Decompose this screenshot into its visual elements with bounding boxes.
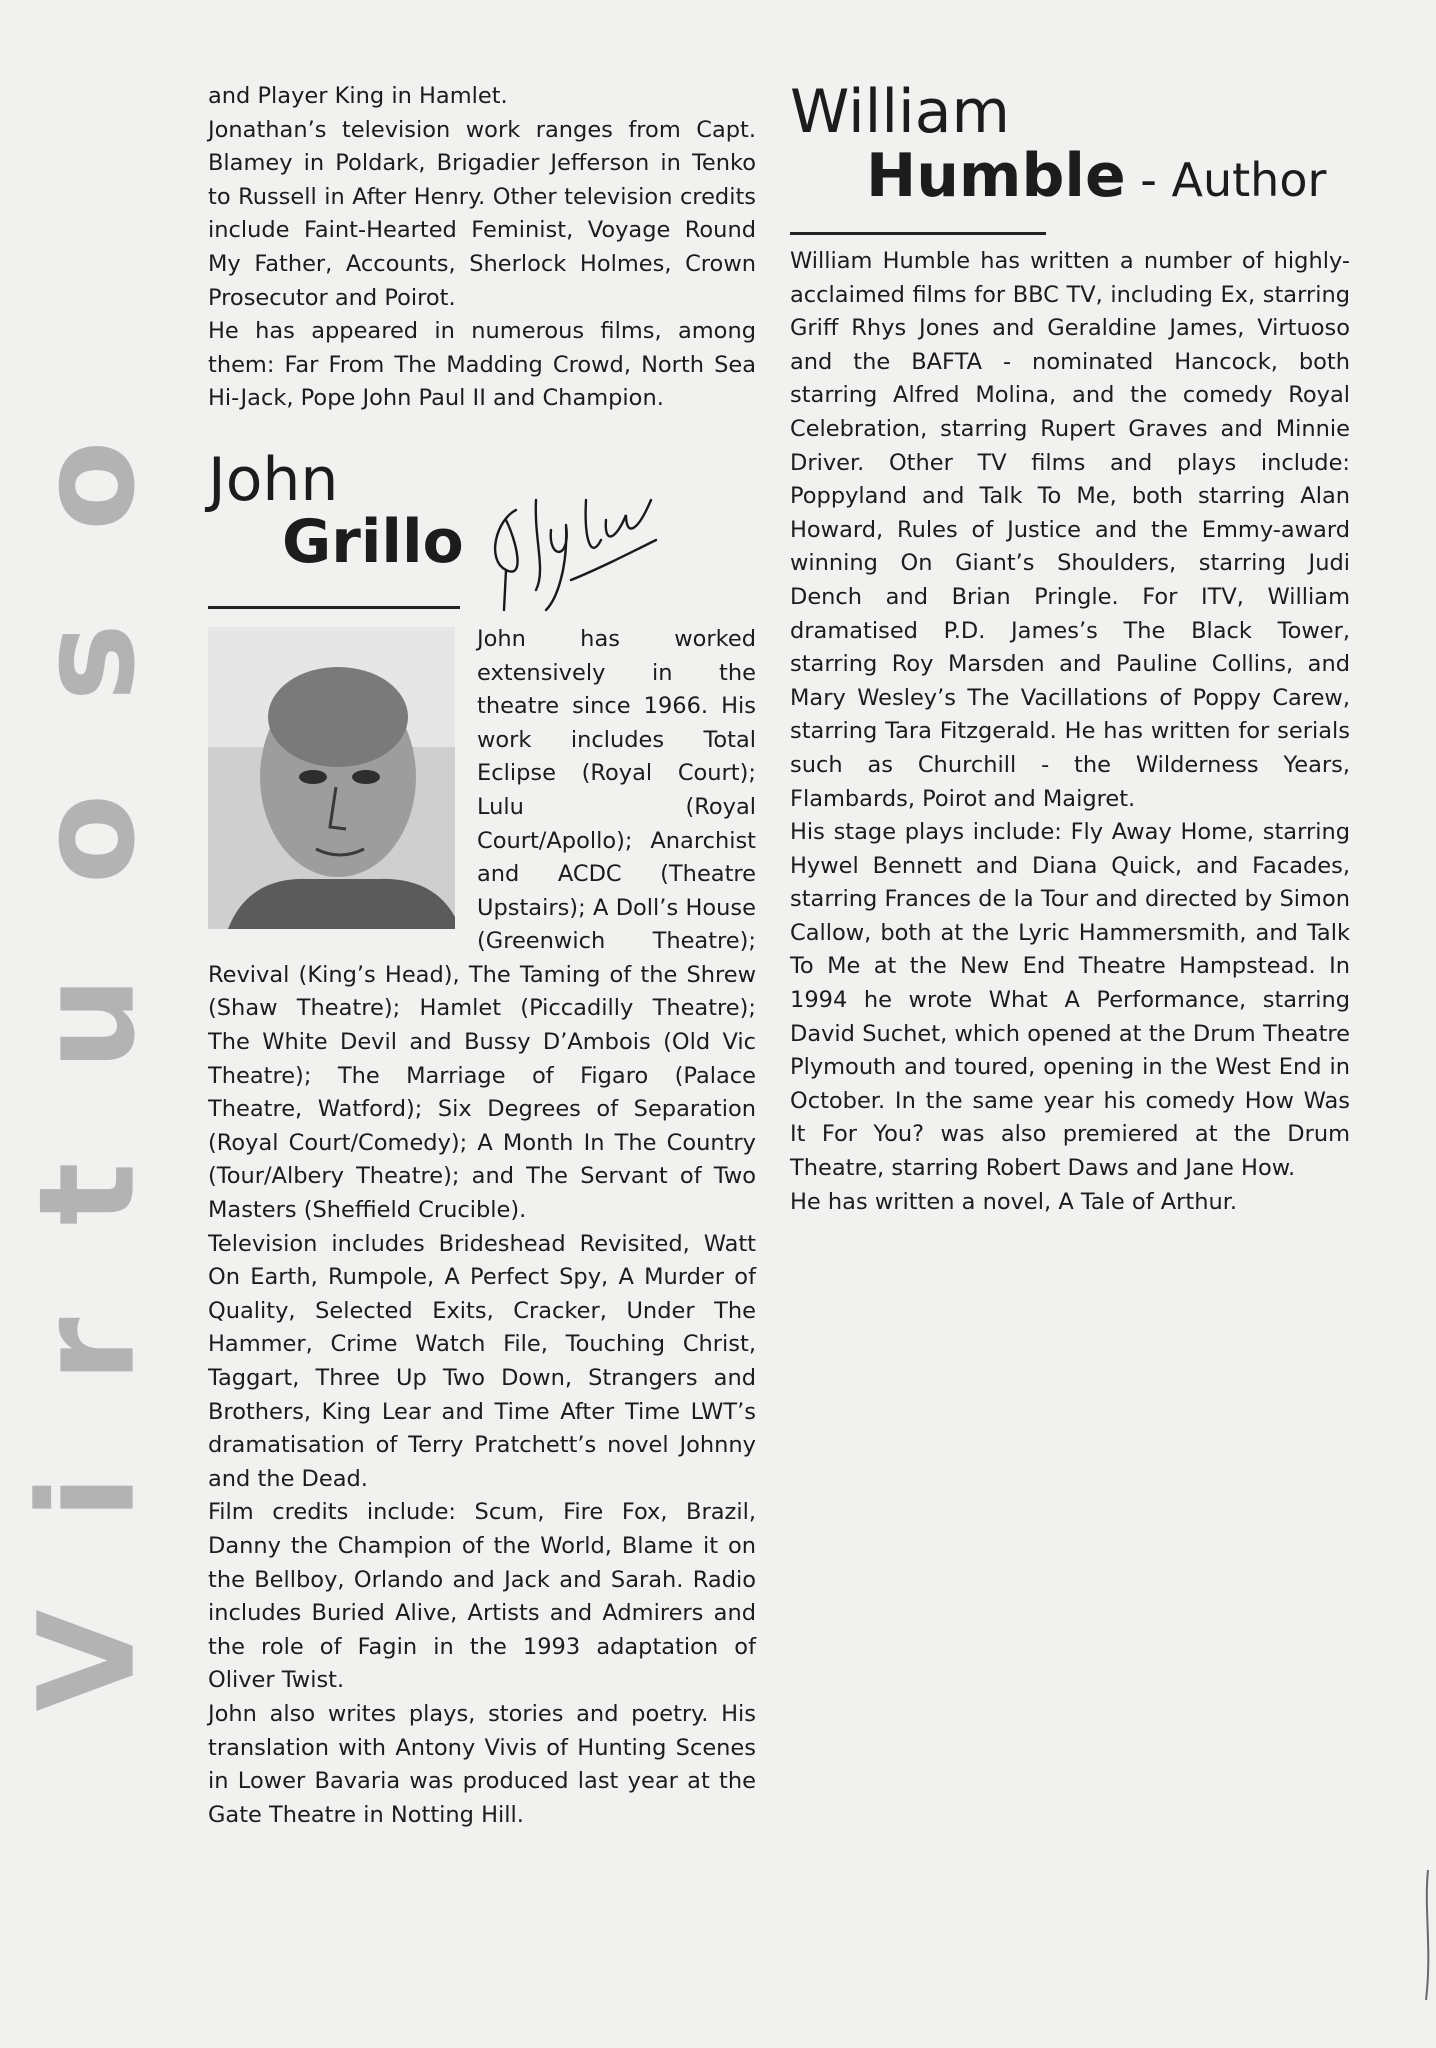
side-title [11, 80, 166, 1980]
left-column [208, 80, 756, 1832]
humble-last-name: Humble [866, 141, 1126, 211]
humble-first-name: William [790, 77, 1010, 147]
grillo-first-name: John [208, 444, 339, 515]
humble-name-line [866, 141, 1350, 211]
grillo-theatre-bio: John has worked extensively in the theatre since 1966. His work includes Total Eclipse (Royal Court); Lulu (Royal Court/Apollo); Anarchist and ACDC (Theatre Upstairs); A Doll’s House (Greenwich Theatre); Revival (King’s Head), The Taming of the Shrew (Shaw Theatre); Hamlet (Piccadilly Theatre); The White Devil and Bussy D’Ambois (Old Vic Theatre); The Marriage of Figaro (Palace Theatre, Watford); Six Degrees of Separation (Royal Court/Comedy); A Month In The Country (Tour/Albery Theatre); and The Servant of Two Masters (Sheffield Crucible). [208, 625, 756, 1224]
grillo-film-bio: Film credits include: Scum, Fire Fox, Brazil, Danny the Champion of the World, Blame it on the Bellboy, Orlando and Jack and Sarah. Radio includes Buried Alive, Artists and Admirers and the role of Fagin in the 1993 adaptation of Oliver Twist. [208, 1499, 756, 1694]
side-title-text: Virtuoso [11, 348, 166, 1712]
grillo-photo [208, 627, 455, 929]
portrait-image [208, 627, 455, 929]
paper-edge-mark [1396, 1860, 1436, 2010]
humble-role: - Author [1125, 153, 1327, 207]
humble-novel-bio: He has written a novel, A Tale of Arthur. [790, 1188, 1238, 1215]
intro-paragraph-1: and Player King in Hamlet. [208, 83, 508, 109]
humble-stage-bio: His stage plays include: Fly Away Home, starring Hywel Bennett and Diana Quick, and Facades, starring Frances de la Tour and directed by Simon Callow, both at the Lyric Hammersmith, and Talk To Me at the New End Theatre Hampstead. In 1994 he wrote What A Performance, starring David Suchet, which opened at the Drum Theatre Plymouth and toured, opening in the West End in October. In the same year his comedy How Was It For You? was also premiered at the Drum Theatre, starring Robert Daws and Jane How. [790, 819, 1350, 1182]
intro-paragraph-3: He has appeared in numerous films, among them: Far From The Madding Crowd, North Sea Hi-Jack, Pope John Paul II and Champion. [208, 318, 756, 412]
right-column [790, 77, 1350, 1219]
grillo-tv-bio: Television includes Brideshead Revisited, Watt On Earth, Rumpole, A Perfect Spy, A Murder of Quality, Selected Exits, Cracker, Under The Hammer, Crime Watch File, Touching Christ, Taggart, Three Up Two Down, Strangers and Brothers, King Lear and Time After Time LWT’s dramatisation of Terry Pratchett’s novel Johnny and the Dead. [208, 1230, 756, 1492]
grillo-rule [208, 606, 460, 609]
humble-rule [790, 232, 1046, 235]
signature-image [476, 480, 666, 620]
grillo-writing-bio: John also writes plays, stories and poetry. His translation with Antony Vivis of Hunting Scenes in Lower Bavaria was produced last year at the Gate Theatre in Notting Hill. [208, 1700, 756, 1828]
humble-tv-bio: William Humble has written a number of highly-acclaimed films for BBC TV, including Ex, starring Griff Rhys Jones and Geraldine James, Virtuoso and the BAFTA - nominated Hancock, both starring Alfred Molina, and the comedy Royal Celebration, starring Rupert Graves and Minnie Driver. Other TV films and plays include: Poppyland and Talk To Me, both starring Alan Howard, Rules of Justice and the Emmy-award winning On Giant’s Shoulders, starring Judi Dench and Brian Pringle. For ITV, William dramatised P.D. James’s The Black Tower, starring Roy Marsden and Pauline Collins, and Mary Wesley’s The Vacillations of Poppy Carew, starring Tara Fitzgerald. He has written for serials such as Churchill - the Wilderness Years, Flambards, Poirot and Maigret. [790, 248, 1350, 812]
grillo-last-name: Grillo [282, 506, 464, 577]
humble-name [790, 77, 1350, 211]
intro-paragraph-2: Jonathan’s television work ranges from Capt. Blamey in Poldark, Brigadier Jefferson in Tenko to Russell in After Henry. Other television credits include Faint-Hearted Feminist, Voyage Round My Father, Accounts, Sherlock Holmes, Crown Prosecutor and Poirot. [208, 116, 756, 311]
